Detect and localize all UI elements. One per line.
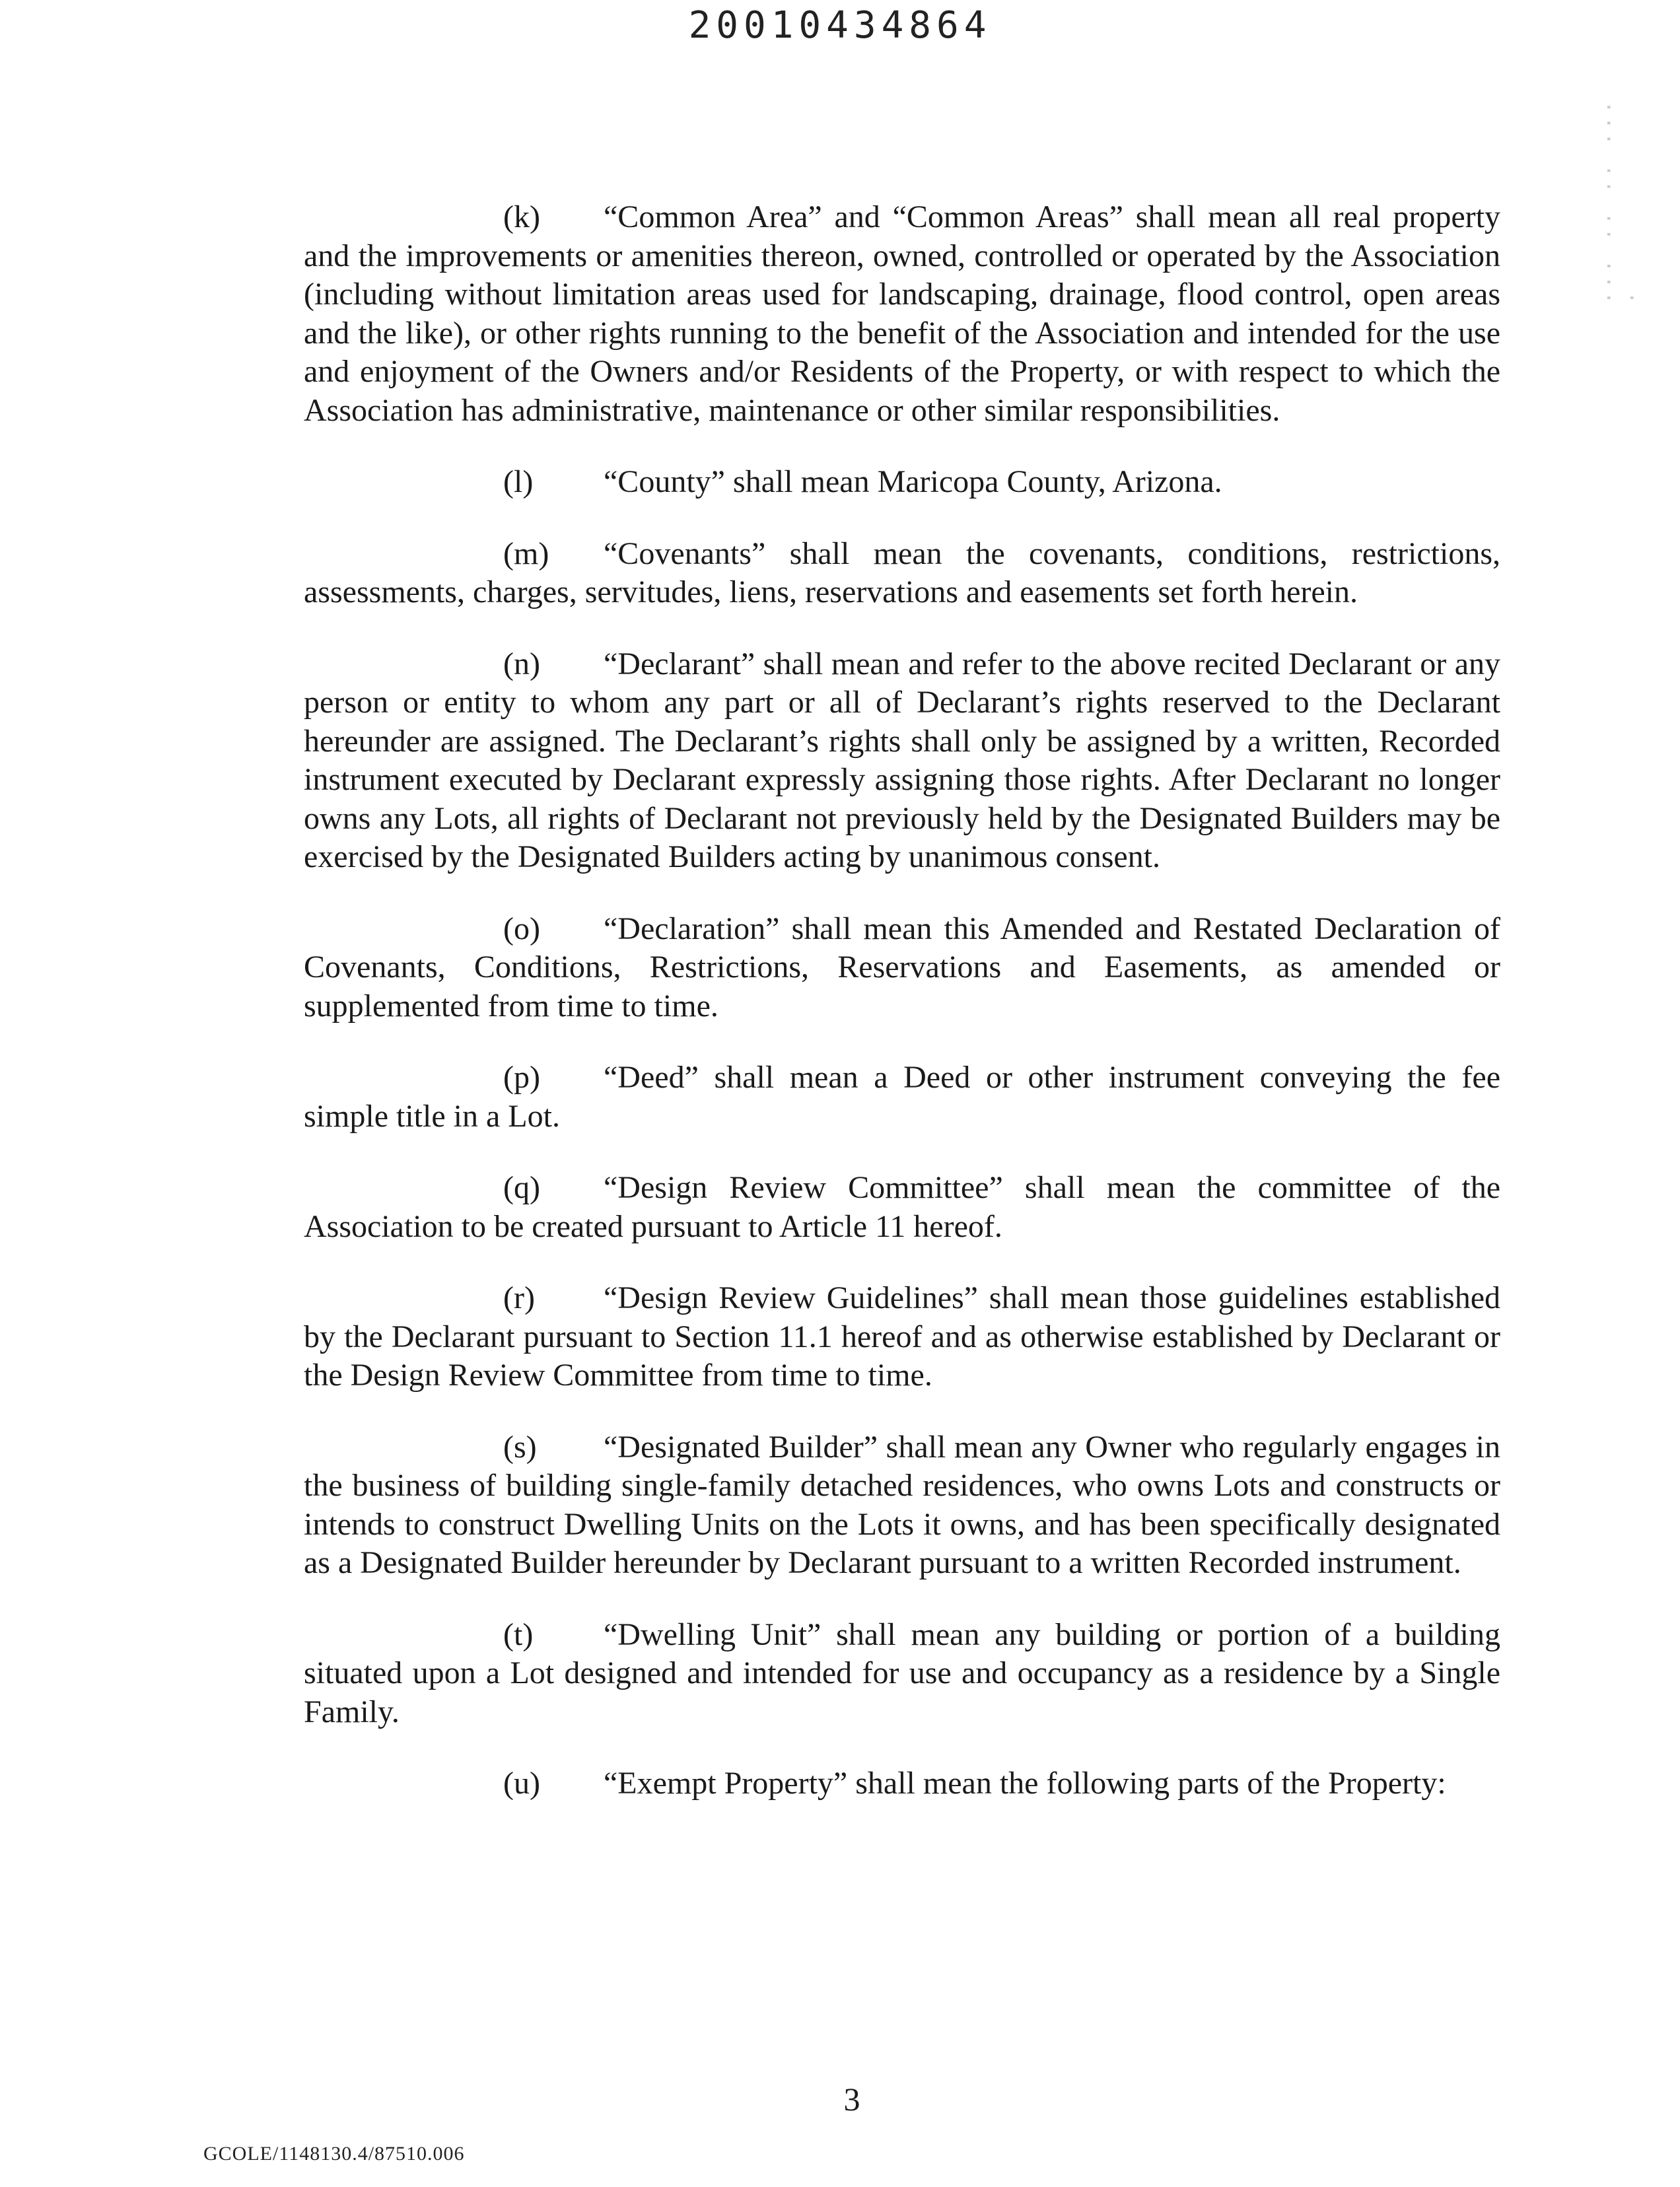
document-number: 20010434864 [688, 4, 992, 47]
definition-text: “Declaration” shall mean this Amended and Restated Declaration of Covenants, Conditions, Restrictions, Reservations and Easements, as amended or supplemented from time to time. [304, 911, 1500, 1024]
definition-label: (p) [503, 1060, 540, 1095]
definition-label: (m) [503, 536, 549, 571]
definition-k [304, 198, 1500, 430]
definition-label: (t) [503, 1616, 534, 1652]
definition-o [304, 910, 1500, 1026]
definition-label: (r) [503, 1280, 535, 1315]
page-number: 3 [843, 2081, 860, 2118]
definition-text: “Covenants” shall mean the covenants, conditions, restrictions, assessments, charges, servitudes, liens, reservations and easements set forth herein. [304, 536, 1500, 609]
definition-text: “Common Area” and “Common Areas” shall mean all real property and the improvements or amenities thereon, owned, controlled or operated by the Association (including without limitation areas used for landscaping, drainage, flood control, open areas and the like), or other rights running to the benefit of the Association and intended for the use and enjoyment of the Owners and/or Residents of the Property, or with respect to which the Association has administrative, maintenance or other similar responsibilities. [304, 199, 1500, 428]
definition-text: “Declarant” shall mean and refer to the above recited Declarant or any person or entity to whom any part or all of Declarant’s rights reserved to the Declarant hereunder are assigned. The Declarant’s rights shall only be assigned by a written, Recorded instrument executed by Declarant expressly assigning those rights. After Declarant no longer owns any Lots, all rights of Declarant not previously held by the Designated Builders may be exercised by the Designated Builders acting by unanimous consent. [304, 646, 1500, 874]
definition-q [304, 1169, 1500, 1246]
definition-text: “Designated Builder” shall mean any Owner who regularly engages in the business of building single-family detached residences, who owns Lots and constructs or intends to construct Dwelling Units on the Lots it owns, and has been specifically designated as a Designated Builder hereunder by Declarant pursuant to a written Recorded instrument. [304, 1429, 1500, 1580]
definition-label: (q) [503, 1170, 540, 1205]
definition-t [304, 1616, 1500, 1732]
definition-label: (k) [503, 199, 540, 234]
definition-m [304, 535, 1500, 612]
definition-label: (s) [503, 1429, 537, 1465]
file-code: GCOLE/1148130.4/87510.006 [203, 2143, 465, 2165]
definition-text: “County” shall mean Maricopa County, Arizona. [604, 464, 1222, 499]
definition-u [304, 1764, 1500, 1803]
side-stamp-mark: ··· ·· ·· ··· · [1598, 97, 1644, 304]
definition-label: (o) [503, 911, 540, 946]
definition-text: “Deed” shall mean a Deed or other instrument conveying the fee simple title in a Lot. [304, 1060, 1500, 1134]
definition-p [304, 1059, 1500, 1136]
document-body [304, 198, 1500, 1836]
definition-text: “Design Review Committee” shall mean the committee of the Association to be created pursuant to Article 11 hereof. [304, 1170, 1500, 1244]
definition-label: (l) [503, 464, 534, 499]
definition-n [304, 645, 1500, 877]
definition-label: (u) [503, 1766, 540, 1801]
definition-l [304, 463, 1500, 502]
definition-label: (n) [503, 646, 540, 681]
definition-r [304, 1279, 1500, 1395]
definition-text: “Dwelling Unit” shall mean any building or portion of a building situated upon a Lot designed and intended for use and occupancy as a residence by a Single Family. [304, 1616, 1500, 1729]
definition-text: “Exempt Property” shall mean the following parts of the Property: [604, 1766, 1446, 1801]
definition-text: “Design Review Guidelines” shall mean those guidelines established by the Declarant pursuant to Section 11.1 hereof and as otherwise established by Declarant or the Design Review Committee from time to time. [304, 1280, 1500, 1393]
definition-s [304, 1428, 1500, 1583]
